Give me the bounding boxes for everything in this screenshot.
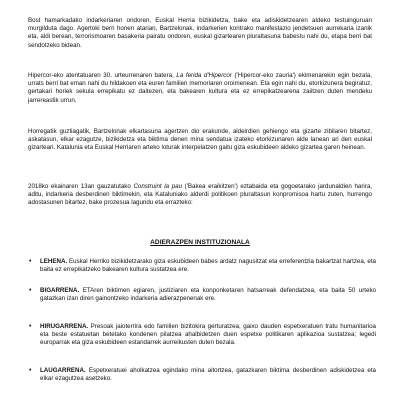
agreement-item-second (29, 287, 376, 303)
declaration-heading: ADIERAZPEN INSTITUZIONALA (150, 239, 250, 246)
bullet-icon: • (29, 323, 32, 330)
hipercor-paragraph (28, 72, 372, 105)
agreement-item-title: LEHENA. (40, 258, 68, 265)
agreement-item-text: Euskal Herriko bizikidetzarako giza eskubideen babes ardatz nagusitzat eta erreferentzia bakartzat hartzea, eta baita ez errepikatzeko bakearen kultura sustatzea ere. (40, 258, 376, 274)
bullet-icon: • (29, 367, 32, 374)
intro-paragraph (28, 17, 372, 50)
hipercor-text-start: Hipercor-eko atentatuaren 30. urteurrenaren batera, (28, 72, 177, 79)
agreement-item-third (29, 323, 376, 348)
agreement-item-text: Presoak jaioterrira edo familien bizitokira gerturatzea, gaixo dauden espetxeratuen tratu humanitarioa eta beste estatuetan betetako kondenen pilatzea ahalbidetzen duen espetxe politikaren aplikazioa sustatzea; legedi europarrak eta giza eskubideen estandarrek aurreikusten duten bezala. (40, 323, 376, 347)
agreement-item-fourth (29, 367, 376, 383)
solidarity-paragraph (28, 128, 372, 153)
agreement-item-text: ETAren biktimen egiaren, justiziaren eta konponketaren hatsarreak defendatzea, eta baita 50 urteko gatazkan izan diren gainontzeko indarkeria adierazpenenak ere. (40, 287, 376, 303)
conference-text-rest: ('Bakea eraikitzen') eztabaida eta gogoetarako jardunaldien harira, aditu, indarkeria desberdinen biktimekin, eta Kataluniako alderdi politikoen pluraltasun konpromisoa hartu zuten, hurrengo adostasunen bitartez, bake prozesua lagundu eta errazteko: (28, 183, 372, 207)
hipercor-initiative-title: La ferida d'Hipercor (176, 72, 232, 79)
conference-text-start: 2018ko ekainaren 13an gauzatutako (28, 183, 134, 190)
agreement-item-title: BIGARRENA. (40, 287, 80, 294)
intro-text: Bost hamarkadako indarkeriaren ondoren, Euskal Herria bizikidetza, bake eta adiskidetzearen aldeko testuinguruan murgilduta dago. Agertoki berri honen atarian, Bartzelonak, indarkerien kontrako manifestazio jendetsuen aurrekaria izanik eta, aldi berean, terrorismoaren basakeria pairatu ondoren, euskal gizartearen pluraltasuna babestu nahi du, etapa berri bat sendotzeko bidean. (28, 17, 372, 49)
solidarity-text: Horregatik guztiagatik, Bartzelonak elkartasuna agertzen dio erakunde, aldeirdien gehiengo eta gizarte zibilaren bitartez, askatasun, elkar ezagutze, bizikidetza eta biktima denen mina sendatua izateko etorkizunaren alde lanean ari den euskal gizarteari. Katalunia eta Euskal Herriaren arteko loturak interpelatzen gaitu giza eskubideen aldeko gizartea garen heinean. (28, 128, 372, 152)
bullet-icon: • (29, 258, 32, 265)
bullet-icon: • (29, 287, 32, 294)
agreement-item-title: LAUGARRENA. (40, 367, 86, 374)
hipercor-text-rest: ('Hipercor-eko zauria') ekimenarekin egin bezala, urrats berri bat eman nahi du hildakoen eta euren familien memoriaren oroimenean. Eta egin nahi du, etorkizunera begiratuz, gertakari horiek sekula errepikatu ez daitezen, eta bakearen kultura eta ez errepikatzearena zaiitzen duten mendeku jarrereastik urrun. (28, 72, 372, 104)
agreement-item-first (29, 258, 376, 274)
conference-title: Construint la pau (133, 183, 183, 190)
agreement-item-text: Espetxeratuei aholkatzea egindako mina aitortzea, gatazkaren biktima desberdinen adiskidetzea eta elkar ezagutzea asetzeko. (40, 367, 376, 383)
agreement-item-title: HIRUGARRENA. (40, 323, 89, 330)
conference-paragraph (28, 183, 372, 208)
